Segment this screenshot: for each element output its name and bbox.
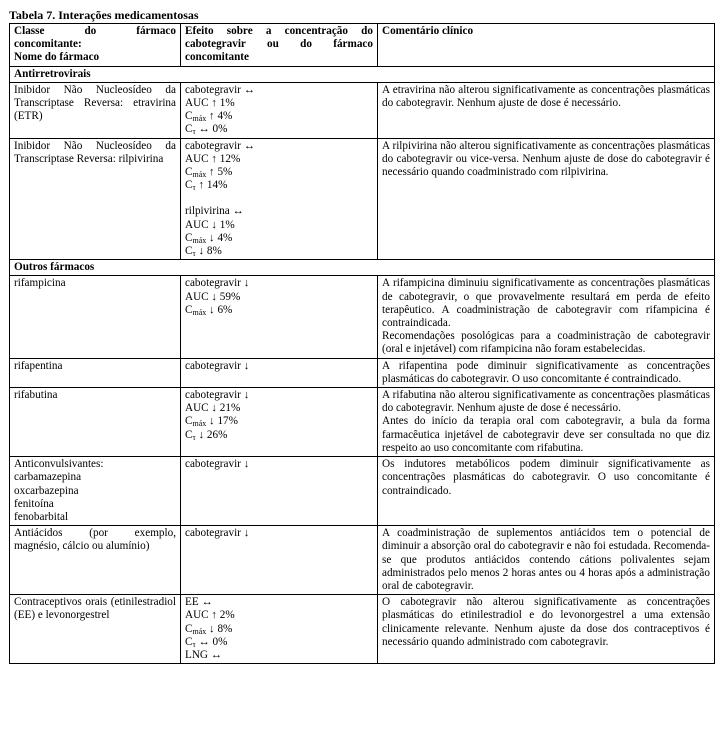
effect-line: AUC ↑ 2% [185,609,235,622]
drug-cell: rifapentina [10,358,181,387]
comment-cell [378,276,715,358]
effect-subscript: máx [192,114,207,124]
effect-subscript: máx [192,419,207,429]
table-row [10,526,715,595]
effect-line: cabotegravir ↓ [185,458,250,471]
header-effect: Efeito sobre a concentração do cabotegravir ou do fármaco concomitante [181,24,378,67]
drug-line: carbamazepina [14,471,82,484]
effect-subscript: τ [192,639,196,649]
header-drug-class-word: fármaco [136,25,176,37]
comment-paragraph: A rilpivirina não alterou significativamente as concentrações plasmáticas do cabotegravir ou vice-versa. Nenhum ajuste de dose do cabotegravir é necessário quando coadministrado com rilpivirina. [382,139,710,179]
drug-cell: rifampicina [10,276,181,358]
effect-line: AUC ↑ 12% [185,152,241,165]
effect-subscript: τ [192,432,196,442]
effect-line: $C_\tau$ ↓ 26% [185,428,228,442]
comment-paragraph: Recomendações posológicas para a coadministração de cabotegravir (oral e injetável) com rifampicina não foram estabelecidas. [382,330,710,356]
comment-paragraph: Antes do início da terapia oral com cabotegravir, a bula da forma farmacêutica injetável de cabotegravir deve ser consultada no que diz respeito ao uso concomitante com rifabutina. [382,415,710,454]
effect-cell [181,276,378,358]
effect-subscript: τ [192,249,196,259]
effect-line: $C_{máx}$ ↓ 6% [185,303,233,317]
comment-paragraph: A rifabutina não alterou significativamente as concentrações plasmáticas do cabotegravir. Nenhum ajuste de dose é necessário. [382,389,710,415]
effect-line: $C_\tau$ ↓ 8% [185,245,222,259]
effect-line: $C_{máx}$ ↓ 17% [185,415,238,429]
drug-interactions-table [9,23,715,664]
drug-cell: Contraceptivos orais (etinilestradiol (EE) e levonorgestrel [10,595,181,664]
comment-cell [378,138,715,260]
comment-cell [378,595,715,664]
effect-line: AUC ↓ 21% [185,402,241,415]
table-row [10,276,715,358]
section-row [10,260,715,276]
effect-line: $C_\tau$ ↔ 0% [185,123,228,137]
table-header-row [10,24,715,67]
effect-cell [181,82,378,138]
effect-cell [181,138,378,260]
effect-cell [181,526,378,595]
effect-subscript: máx [192,626,207,636]
effect-subscript: máx [192,307,207,317]
effect-line: $C_{máx}$ ↑ 5% [185,166,233,180]
comment-cell [378,388,715,457]
drug-cell: rifabutina [10,388,181,457]
effect-line: $C_\tau$ ↑ 14% [185,179,228,193]
effect-line: EE ↔ [185,596,213,609]
effect-gap [185,192,373,205]
effect-cell [181,595,378,664]
section-title: Antirretrovirais [10,66,715,82]
effect-line: LNG ↔ [185,648,222,661]
comment-paragraph: A coadministração de suplementos antiácidos tem o potencial de diminuir a absorção oral do cabotegravir e não foi estudada. Recomenda-se que produtos antiácidos contendo cátions polivalentes sejam administrados pelo menos 2 horas antes ou 4 horas após a administração oral de cabotegravir. [382,527,710,592]
effect-cell [181,388,378,457]
effect-line: cabotegravir ↓ [185,277,250,290]
table-caption: Tabela 7. Interações medicamentosas [9,8,199,22]
header-drug-class [10,24,181,67]
effect-line: cabotegravir ↔ [185,83,255,96]
comment-paragraph: Os indutores metabólicos podem diminuir significativamente as concentrações plasmáticas do cabotegravir. O uso concomitante é contraindicado. [382,458,710,497]
drug-line: fenobarbital [14,510,69,523]
table-row [10,138,715,260]
effect-cell [181,358,378,387]
comment-paragraph: A rifampicina diminuiu significativamente as concentrações plasmáticas de cabotegravir, o que provavelmente resultará em perda de efeito terapêutico. A coadministração de cabotegravir com rifampicina é contraindicada. [382,277,710,330]
drug-cell: Antiácidos (por exemplo, magnésio, cálcio ou alumínio) [10,526,181,595]
comment-cell [378,526,715,595]
table-row [10,388,715,457]
effect-line: cabotegravir ↓ [185,389,250,402]
table-row [10,82,715,138]
effect-subscript: τ [192,127,196,137]
header-drug-class-line3: Nome do fármaco [14,51,100,64]
effect-line: rilpivirina ↔ [185,205,244,218]
comment-cell [378,358,715,387]
drug-line: oxcarbazepina [14,484,79,497]
table-row [10,457,715,526]
effect-subscript: máx [192,170,207,180]
section-row [10,66,715,82]
drug-cell [10,457,181,526]
effect-subscript: τ [192,183,196,193]
effect-line: cabotegravir ↓ [185,359,250,372]
comment-cell [378,82,715,138]
effect-line: AUC ↓ 59% [185,290,241,303]
effect-cell [181,457,378,526]
table-row [10,358,715,387]
effect-line: $C_{máx}$ ↓ 4% [185,231,233,245]
header-drug-class-word: Classe [14,25,45,37]
effect-line: $C_\tau$ ↔ 0% [185,635,228,649]
drug-cell: Inibidor Não Nucleosídeo da Transcriptase Reversa: etravirina (ETR) [10,82,181,138]
comment-paragraph: A rifapentina pode diminuir significativamente as concentrações plasmáticas do cabotegravir. O uso concomitante é contraindicado. [382,359,710,385]
effect-line: $C_{máx}$ ↑ 4% [185,110,233,124]
header-clinical-comment: Comentário clínico [378,24,715,67]
drug-line: fenitoína [14,497,54,510]
effect-line: AUC ↑ 1% [185,97,235,110]
drug-cell: Inibidor Não Nucleosídeo da Transcriptase Reversa: rilpivirina [10,138,181,260]
table-row [10,595,715,664]
comment-paragraph: O cabotegravir não alterou significativamente as concentrações plasmáticas do etinilestradiol e do levonorgestrel a uma extensão clinicamente relevante. Nenhum ajuste da dose dos contraceptivos é necessário quando administrado com cabotegravir. [382,596,710,648]
drug-line: Anticonvulsivantes: [14,458,104,471]
comment-paragraph: A etravirina não alterou significativamente as concentrações plasmáticas do cabotegravir. Nenhum ajuste de dose é necessário. [382,83,710,110]
comment-cell [378,457,715,526]
effect-line: AUC ↓ 1% [185,218,235,231]
header-drug-class-word: do [84,25,97,37]
header-drug-class-line2: concomitante: [14,38,82,51]
effect-line: $C_{máx}$ ↓ 8% [185,622,233,636]
section-title: Outros fármacos [10,260,715,276]
effect-line: cabotegravir ↔ [185,139,255,152]
effect-subscript: máx [192,235,207,245]
effect-line: cabotegravir ↓ [185,527,250,540]
